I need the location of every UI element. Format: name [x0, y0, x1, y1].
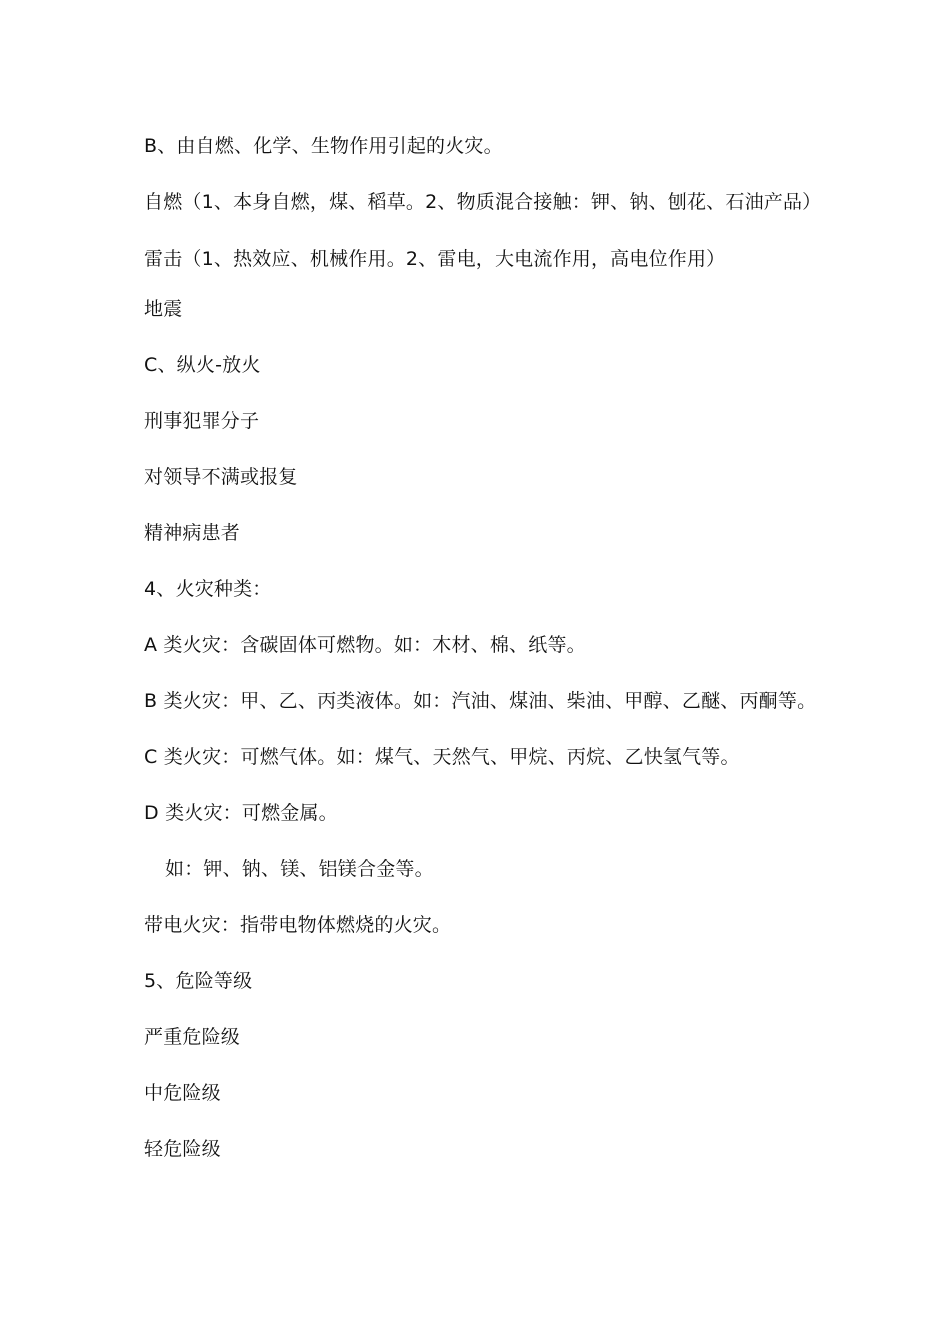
paragraph-earthquake: 地震: [144, 298, 183, 320]
paragraph-electrical-fire: 带电火灾：指带电物体燃烧的火灾。: [144, 914, 452, 936]
paragraph-lightning: 雷击（1、热效应、机械作用。2、雷电，大电流作用，高电位作用）: [144, 248, 726, 270]
paragraph-light-hazard: 轻危险级: [144, 1138, 221, 1160]
paragraph-class-c-fire: C 类火灾：可燃气体。如：煤气、天然气、甲烷、丙烷、乙快氢气等。: [144, 746, 740, 768]
heading-fire-types: 4、火灾种类：: [144, 578, 272, 600]
paragraph-mental-patients: 精神病患者: [144, 522, 241, 544]
paragraph-class-d-examples: 如：钾、钠、镁、铝镁合金等。: [165, 858, 434, 880]
paragraph-b-natural-fire: B、由自燃、化学、生物作用引起的火灾。: [144, 135, 503, 157]
heading-hazard-levels: 5、危险等级: [144, 970, 253, 992]
paragraph-severe-hazard: 严重危险级: [144, 1026, 241, 1048]
paragraph-criminals: 刑事犯罪分子: [144, 410, 260, 432]
paragraph-c-arson: C、纵火-放火: [144, 354, 261, 376]
paragraph-class-a-fire: A 类火灾：含碳固体可燃物。如：木材、棉、纸等。: [144, 634, 586, 656]
paragraph-revenge: 对领导不满或报复: [144, 466, 298, 488]
paragraph-spontaneous-combustion: 自燃（1、本身自燃，煤、稻草。2、物质混合接触：钾、钠、刨花、石油产品）: [144, 191, 822, 213]
paragraph-medium-hazard: 中危险级: [144, 1082, 221, 1104]
paragraph-class-b-fire: B 类火灾：甲、乙、丙类液体。如：汽油、煤油、柴油、甲醇、乙醚、丙酮等。: [144, 690, 817, 712]
paragraph-class-d-fire: D 类火灾：可燃金属。: [144, 802, 338, 824]
